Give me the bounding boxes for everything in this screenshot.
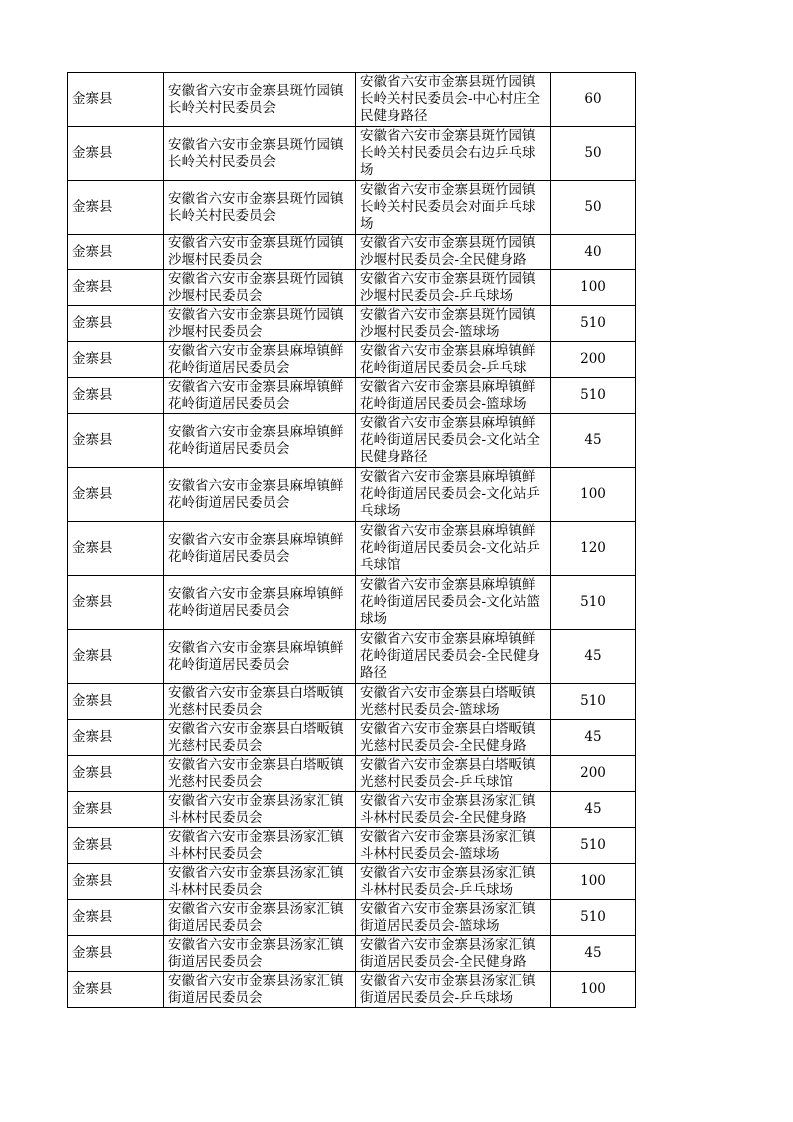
table-row — [68, 342, 636, 378]
county-cell: 金寨县 — [68, 127, 164, 181]
county-cell: 金寨县 — [68, 378, 164, 414]
site-cell: 安徽省六安市金寨县汤家汇镇街道居民委员会-全民健身路 — [356, 936, 551, 972]
table-row — [68, 73, 636, 127]
unit-cell: 安徽省六安市金寨县汤家汇镇街道居民委员会 — [164, 900, 356, 936]
site-cell: 安徽省六安市金寨县汤家汇镇斗林村民委员会-全民健身路 — [356, 792, 551, 828]
table-row — [68, 378, 636, 414]
unit-cell: 安徽省六安市金寨县麻埠镇鲜花岭街道居民委员会 — [164, 468, 356, 522]
value-cell: 50 — [551, 181, 636, 235]
value-cell: 60 — [551, 73, 636, 127]
site-cell: 安徽省六安市金寨县汤家汇镇街道居民委员会-乒乓球场 — [356, 972, 551, 1008]
table-row — [68, 684, 636, 720]
table-row — [68, 756, 636, 792]
table-row — [68, 127, 636, 181]
table-row — [68, 720, 636, 756]
value-cell: 510 — [551, 828, 636, 864]
site-cell: 安徽省六安市金寨县白塔畈镇光慈村民委员会-篮球场 — [356, 684, 551, 720]
unit-cell: 安徽省六安市金寨县汤家汇镇街道居民委员会 — [164, 936, 356, 972]
table-row — [68, 181, 636, 235]
unit-cell: 安徽省六安市金寨县斑竹园镇长岭关村民委员会 — [164, 73, 356, 127]
county-cell: 金寨县 — [68, 684, 164, 720]
table-row — [68, 576, 636, 630]
facility-table — [67, 72, 636, 1008]
unit-cell: 安徽省六安市金寨县汤家汇镇街道居民委员会 — [164, 972, 356, 1008]
site-cell: 安徽省六安市金寨县麻埠镇鲜花岭街道居民委员会-文化站全民健身路径 — [356, 414, 551, 468]
county-cell: 金寨县 — [68, 576, 164, 630]
county-cell: 金寨县 — [68, 792, 164, 828]
value-cell: 510 — [551, 900, 636, 936]
site-cell: 安徽省六安市金寨县汤家汇镇斗林村民委员会-乒乓球场 — [356, 864, 551, 900]
table-row — [68, 235, 636, 270]
value-cell: 200 — [551, 342, 636, 378]
county-cell: 金寨县 — [68, 181, 164, 235]
table-row — [68, 306, 636, 342]
county-cell: 金寨县 — [68, 864, 164, 900]
unit-cell: 安徽省六安市金寨县白塔畈镇光慈村民委员会 — [164, 756, 356, 792]
county-cell: 金寨县 — [68, 972, 164, 1008]
value-cell: 45 — [551, 720, 636, 756]
unit-cell: 安徽省六安市金寨县麻埠镇鲜花岭街道居民委员会 — [164, 522, 356, 576]
value-cell: 510 — [551, 378, 636, 414]
site-cell: 安徽省六安市金寨县斑竹园镇长岭关村民委员会-中心村庄全民健身路径 — [356, 73, 551, 127]
site-cell: 安徽省六安市金寨县麻埠镇鲜花岭街道居民委员会-文化站篮球场 — [356, 576, 551, 630]
county-cell: 金寨县 — [68, 522, 164, 576]
unit-cell: 安徽省六安市金寨县斑竹园镇长岭关村民委员会 — [164, 181, 356, 235]
table-row — [68, 864, 636, 900]
table-body — [68, 73, 636, 1008]
site-cell: 安徽省六安市金寨县麻埠镇鲜花岭街道居民委员会-文化站乒乓球场 — [356, 468, 551, 522]
value-cell: 40 — [551, 235, 636, 270]
county-cell: 金寨县 — [68, 900, 164, 936]
value-cell: 200 — [551, 756, 636, 792]
site-cell: 安徽省六安市金寨县麻埠镇鲜花岭街道居民委员会-乒乓球 — [356, 342, 551, 378]
value-cell: 510 — [551, 576, 636, 630]
site-cell: 安徽省六安市金寨县麻埠镇鲜花岭街道居民委员会-文化站乒乓球馆 — [356, 522, 551, 576]
table-row — [68, 936, 636, 972]
site-cell: 安徽省六安市金寨县斑竹园镇沙堰村民委员会-篮球场 — [356, 306, 551, 342]
county-cell: 金寨县 — [68, 756, 164, 792]
value-cell: 510 — [551, 684, 636, 720]
table-row — [68, 828, 636, 864]
unit-cell: 安徽省六安市金寨县麻埠镇鲜花岭街道居民委员会 — [164, 342, 356, 378]
value-cell: 45 — [551, 630, 636, 684]
site-cell: 安徽省六安市金寨县白塔畈镇光慈村民委员会-乒乓球馆 — [356, 756, 551, 792]
county-cell: 金寨县 — [68, 414, 164, 468]
value-cell: 45 — [551, 414, 636, 468]
site-cell: 安徽省六安市金寨县斑竹园镇沙堰村民委员会-乒乓球场 — [356, 270, 551, 306]
unit-cell: 安徽省六安市金寨县汤家汇镇斗林村民委员会 — [164, 828, 356, 864]
table-row — [68, 522, 636, 576]
county-cell: 金寨县 — [68, 630, 164, 684]
unit-cell: 安徽省六安市金寨县麻埠镇鲜花岭街道居民委员会 — [164, 378, 356, 414]
unit-cell: 安徽省六安市金寨县斑竹园镇长岭关村民委员会 — [164, 127, 356, 181]
county-cell: 金寨县 — [68, 936, 164, 972]
unit-cell: 安徽省六安市金寨县汤家汇镇斗林村民委员会 — [164, 864, 356, 900]
unit-cell: 安徽省六安市金寨县斑竹园镇沙堰村民委员会 — [164, 270, 356, 306]
table-row — [68, 414, 636, 468]
county-cell: 金寨县 — [68, 73, 164, 127]
unit-cell: 安徽省六安市金寨县麻埠镇鲜花岭街道居民委员会 — [164, 630, 356, 684]
site-cell: 安徽省六安市金寨县斑竹园镇长岭关村民委员会对面乒乓球场 — [356, 181, 551, 235]
value-cell: 120 — [551, 522, 636, 576]
site-cell: 安徽省六安市金寨县麻埠镇鲜花岭街道居民委员会-篮球场 — [356, 378, 551, 414]
value-cell: 100 — [551, 468, 636, 522]
unit-cell: 安徽省六安市金寨县白塔畈镇光慈村民委员会 — [164, 684, 356, 720]
county-cell: 金寨县 — [68, 235, 164, 270]
county-cell: 金寨县 — [68, 468, 164, 522]
table-row — [68, 630, 636, 684]
value-cell: 100 — [551, 864, 636, 900]
unit-cell: 安徽省六安市金寨县斑竹园镇沙堰村民委员会 — [164, 306, 356, 342]
county-cell: 金寨县 — [68, 342, 164, 378]
county-cell: 金寨县 — [68, 270, 164, 306]
value-cell: 45 — [551, 936, 636, 972]
site-cell: 安徽省六安市金寨县汤家汇镇街道居民委员会-篮球场 — [356, 900, 551, 936]
value-cell: 45 — [551, 792, 636, 828]
site-cell: 安徽省六安市金寨县麻埠镇鲜花岭街道居民委员会-全民健身路径 — [356, 630, 551, 684]
site-cell: 安徽省六安市金寨县白塔畈镇光慈村民委员会-全民健身路 — [356, 720, 551, 756]
value-cell: 100 — [551, 972, 636, 1008]
county-cell: 金寨县 — [68, 306, 164, 342]
unit-cell: 安徽省六安市金寨县麻埠镇鲜花岭街道居民委员会 — [164, 576, 356, 630]
unit-cell: 安徽省六安市金寨县麻埠镇鲜花岭街道居民委员会 — [164, 414, 356, 468]
unit-cell: 安徽省六安市金寨县白塔畈镇光慈村民委员会 — [164, 720, 356, 756]
value-cell: 510 — [551, 306, 636, 342]
table-row — [68, 972, 636, 1008]
county-cell: 金寨县 — [68, 828, 164, 864]
unit-cell: 安徽省六安市金寨县汤家汇镇斗林村民委员会 — [164, 792, 356, 828]
table-row — [68, 900, 636, 936]
site-cell: 安徽省六安市金寨县汤家汇镇斗林村民委员会-篮球场 — [356, 828, 551, 864]
table-row — [68, 270, 636, 306]
value-cell: 50 — [551, 127, 636, 181]
county-cell: 金寨县 — [68, 720, 164, 756]
table-row — [68, 792, 636, 828]
table-row — [68, 468, 636, 522]
unit-cell: 安徽省六安市金寨县斑竹园镇沙堰村民委员会 — [164, 235, 356, 270]
site-cell: 安徽省六安市金寨县斑竹园镇长岭关村民委员会右边乒乓球场 — [356, 127, 551, 181]
value-cell: 100 — [551, 270, 636, 306]
site-cell: 安徽省六安市金寨县斑竹园镇沙堰村民委员会-全民健身路 — [356, 235, 551, 270]
